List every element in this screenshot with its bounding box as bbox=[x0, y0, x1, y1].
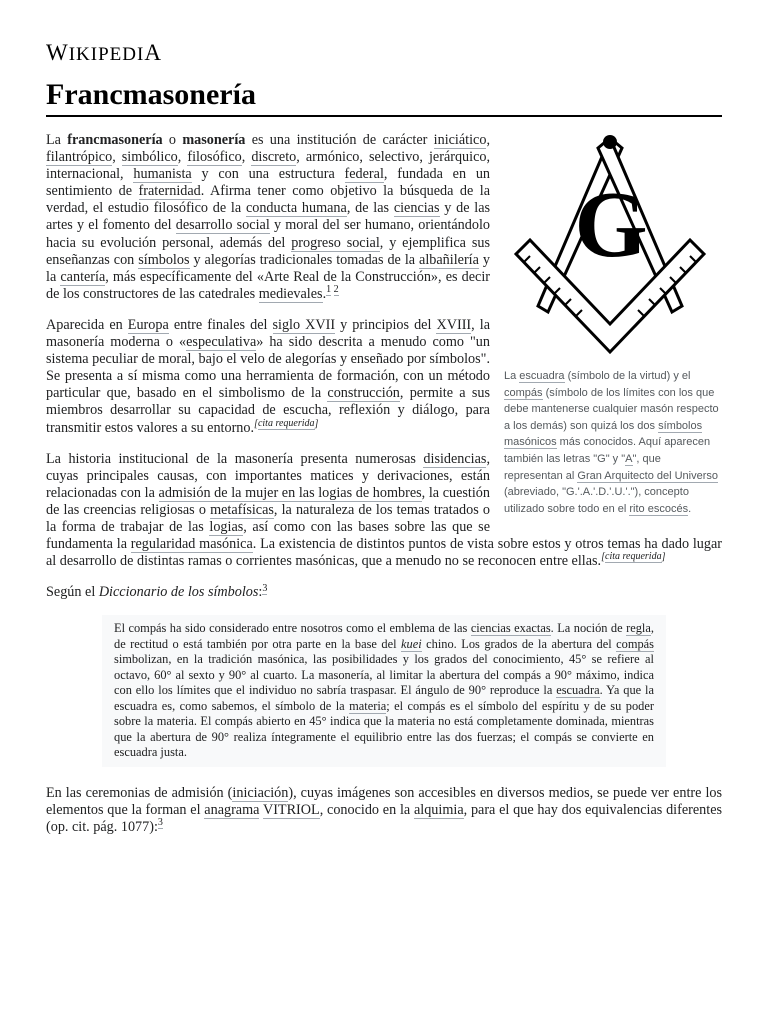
link-canteria[interactable]: cantería bbox=[60, 268, 106, 285]
ref-3b[interactable]: 3 bbox=[157, 817, 163, 829]
link-fraternidad[interactable]: fraternidad bbox=[138, 183, 201, 200]
ref-3[interactable]: 3 bbox=[262, 582, 268, 594]
link-disidencias[interactable]: disidencias bbox=[423, 450, 487, 467]
book-title: Diccionario de los símbolos bbox=[98, 584, 259, 601]
link-vitriol[interactable]: VITRIOL bbox=[262, 801, 320, 818]
link-iniciacion[interactable]: iniciación bbox=[232, 784, 289, 801]
link-siglo-xvii[interactable]: siglo XVII bbox=[272, 316, 336, 333]
link-metafisicas[interactable]: metafísicas bbox=[210, 501, 274, 518]
term-francmasoneria: francmasonería bbox=[67, 132, 163, 148]
link-regla[interactable]: regla bbox=[626, 621, 651, 636]
figure-letter-g: G bbox=[574, 173, 648, 277]
link-xviii[interactable]: XVIII bbox=[436, 316, 472, 333]
square-and-compass-icon[interactable] bbox=[510, 134, 714, 356]
link-materia[interactable]: materia bbox=[349, 698, 387, 713]
link-simbolos[interactable]: símbolos bbox=[138, 251, 190, 268]
link-conducta-humana[interactable]: conducta humana bbox=[245, 200, 347, 217]
citation-needed-link[interactable]: cita requerida bbox=[257, 417, 315, 429]
ref-2[interactable]: 2 bbox=[333, 284, 339, 296]
citation-needed-link[interactable]: cita requerida bbox=[605, 551, 662, 563]
link-admision-mujer[interactable]: admisión de la mujer en las logias de hombres bbox=[158, 484, 422, 501]
link-a[interactable]: A bbox=[625, 452, 633, 465]
link-desarrollo-social[interactable]: desarrollo social bbox=[175, 217, 270, 234]
link-simbolos-masonicos[interactable]: símbolos masónicos bbox=[504, 419, 703, 449]
wordmark-a: A bbox=[144, 40, 162, 65]
link-humanista[interactable]: humanista bbox=[133, 166, 192, 183]
link-iniciatico[interactable]: iniciático bbox=[433, 132, 487, 148]
figure-caption: La escuadra (símbolo de la virtud) y el compás (símbolo de los límites con los que debe mantenerse cualquier masón respecto a los demás) son quizá los dos símbolos masónicos más conocidos. Aquí aparecen también las letras "G" y "A", que representan al Gran Arquitecto del Universo (abreviado, "G.'.A.'.D.'.U.'."), concepto utilizado sobre todo en el rito escocés. bbox=[504, 370, 719, 515]
link-compas-quote[interactable]: compás bbox=[616, 636, 654, 651]
compass-hinge bbox=[603, 135, 617, 149]
link-kuei[interactable]: kuei bbox=[401, 636, 422, 651]
figure-square-compass bbox=[504, 134, 722, 517]
paragraph-dictionary: Según el Diccionario de los símbolos:$^3$ bbox=[46, 582, 268, 601]
link-rito-escoces[interactable]: rito escocés bbox=[629, 502, 689, 515]
paragraph-history: Aparecida en Europa entre finales del siglo XVII y principios del XVIII, la masonería moderna o «especulativa» ha sido descrita a menudo como "un sistema peculiar de moral, bajo el velo de alegorías y enseñado por símbolos". Se presenta a sí misma como una herramienta de formación, con un método particular que, basado en el simbolismo de la construcción, permite a sus miembros desarrollar su capacidad de escucha, reflexión y diálogo, para transmitir estos valores a su entorno.[cita requerida] bbox=[46, 316, 490, 436]
link-ciencias[interactable]: ciencias bbox=[393, 200, 440, 217]
link-ciencias-exactas[interactable]: ciencias exactas bbox=[470, 621, 551, 636]
link-escuadra-quote[interactable]: escuadra bbox=[556, 683, 600, 698]
paragraph-intro: La francmasonería o masonería es una institución de carácter iniciático, filantrópico, simbólico, filosófico, discreto, armónico, selectivo, jerárquico, internacional, humanista y con una estructura federal, fundada en un sentimiento de fraternidad. Afirma tener como objetivo la búsqueda de la verdad, el estudio filosófico de la conducta humana, de las ciencias y de las artes y el fomento del desarrollo social y moral del ser humano, orientándolo hacia su evolución personal, además del progreso social, y ejemplifica sus enseñanzas con símbolos y alegorías tradicionales tomadas de la albañilería y la cantería, más específicamente del «Arte Real de la Construcción», es decir de los constructores de las catedrales medievales.$^{1 2}$ bbox=[46, 132, 491, 302]
link-construccion[interactable]: construcción bbox=[327, 385, 400, 402]
link-filosofico[interactable]: filosófico bbox=[187, 149, 242, 166]
link-anagrama[interactable]: anagrama bbox=[204, 801, 260, 818]
link-albanileria[interactable]: albañilería bbox=[419, 251, 479, 268]
link-europa[interactable]: Europa bbox=[127, 316, 169, 333]
ref-1[interactable]: 1 bbox=[326, 284, 332, 296]
link-federal[interactable]: federal bbox=[344, 166, 384, 183]
link-filantropico[interactable]: filantrópico bbox=[46, 149, 113, 166]
page-title: Francmasonería bbox=[46, 78, 722, 117]
link-discreto[interactable]: discreto bbox=[251, 149, 297, 166]
link-alquimia[interactable]: alquimia bbox=[413, 801, 464, 818]
article-body bbox=[46, 132, 722, 850]
link-progreso-social[interactable]: progreso social bbox=[291, 234, 380, 251]
link-compas[interactable]: compás bbox=[504, 386, 543, 399]
link-logias[interactable]: logias bbox=[209, 518, 244, 535]
link-simbolico[interactable]: simbólico bbox=[121, 149, 178, 166]
paragraph-ceremonies: En las ceremonias de admisión (iniciación), cuyas imágenes son accesibles en diversos medios, se puede ver entre los elementos que la forman el anagrama VITRIOL, conocido en la alquimia, para el que hay dos equivalencias diferentes (op. cit. pág. 1077):$^3$ bbox=[46, 784, 723, 836]
wordmark-middle: IKIPEDI bbox=[68, 44, 145, 65]
paragraph-dissidences: La historia institucional de la masonería presenta numerosas disidencias, cuyas principales causas, con importantes matices y derivaciones, están relacionadas con la admisión de la mujer en las logias de hombres, la cuestión de las creencias religiosas o metafísicas, la naturaleza de los temas tratados o la forma de trabajar de las logias, así como con las bases sobre las que se fundamenta la regularidad masónica. La existencia de distintos puntos de vista sobre estos y otros temas ha dado lugar al desarrollo de distintas ramas o corrientes masónicas, que a menudo no se reconocen entre ellas.[cita requerida] bbox=[46, 450, 722, 570]
wordmark-w: W bbox=[46, 40, 69, 65]
term-masoneria: masonería bbox=[182, 132, 246, 148]
link-gran-arquitecto[interactable]: Gran Arquitecto del Universo bbox=[577, 469, 719, 482]
link-especulativa[interactable]: especulativa bbox=[186, 334, 257, 351]
wikipedia-wordmark[interactable] bbox=[46, 40, 162, 66]
link-escuadra[interactable]: escuadra bbox=[519, 370, 565, 382]
link-regularidad-masonica[interactable]: regularidad masónica bbox=[130, 536, 253, 553]
link-medievales[interactable]: medievales bbox=[258, 285, 323, 302]
blockquote: El compás ha sido considerado entre nosotros como el emblema de las ciencias exactas. La noción de regla, de rectitud o está también por otra parte en la base del kuei chino. Los grados de la abertura del compás simbolizan, en la tradición masónica, las posibilidades y los grados del conocimiento, 45° se refiere al octavo, 60° al sexto y 90° al cuarto. La masonería, al limitar la abertura del compás a 90° máximo, indica con ello los límites que el individuo no sabría traspasar. El ángulo de 90° reproduce la escuadra. Ya que la escuadra es, como sabemos, el símbolo de la materia; el compás es el símbolo del espíritu y de su poder sobre la materia. El compás abierto en 45° indica que la materia no está completamente dominada, mientras que la abertura de 90° realiza íntegramente el equilibrio entre las dos fuerzas; el compás se convierte en escuadra justa. bbox=[102, 615, 666, 767]
